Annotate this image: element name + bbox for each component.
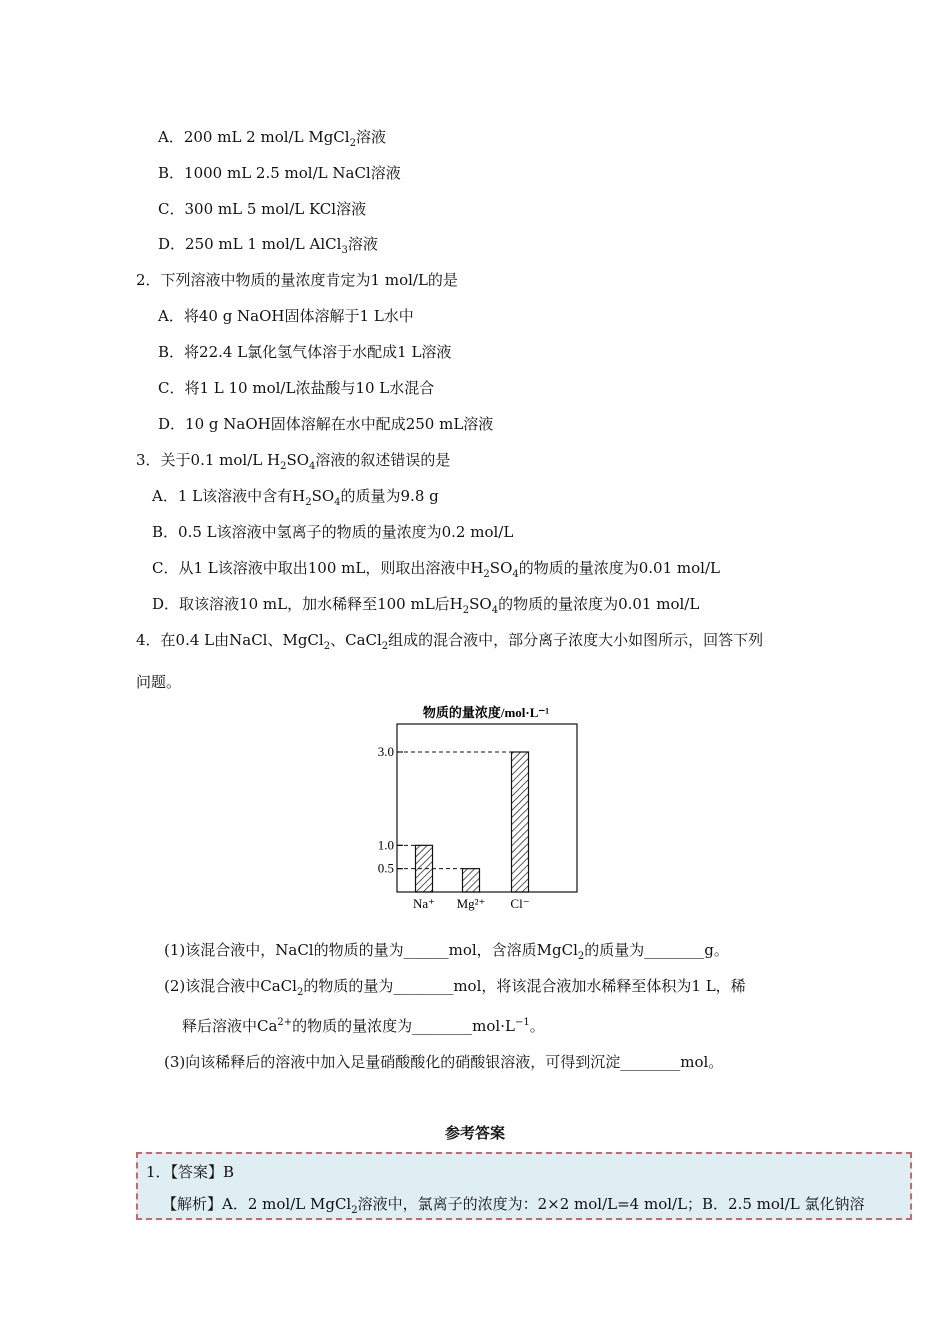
q4-stem: 4．在0.4 L由NaCl、MgCl$_2$、CaCl$_2$组成的混合液中，部分离子浓度大小如图所示，回答下列 <box>136 631 764 652</box>
q1-option-d: D．250 mL 1 mol/L AlCl$_3$溶液 <box>158 235 378 256</box>
q4-part3: (3)向该稀释后的溶液中加入足量硝酸酸化的硝酸银溶液，可得到沉淀________mol。 <box>164 1053 724 1071</box>
answer-line1: 1．【答案】B <box>146 1163 235 1181</box>
q2-option-d: D．10 g NaOH固体溶解在水中配成250 mL溶液 <box>158 415 494 433</box>
x-label-1: Mg²⁺ <box>456 896 486 911</box>
q4-part2: (2)该混合液中CaCl$_2$的物质的量为________mol，将该混合液加水稀释至体积为1 L，稀 <box>164 977 746 998</box>
q3-option-c: C．从1 L该溶液中取出100 mL，则取出溶液中$H_2SO_4$的物质的量浓度为0.01 mol/L <box>152 559 720 580</box>
y-ticks <box>378 744 403 876</box>
q2-option-b: B．将22.4 L氯化氢气体溶于水配成1 L溶液 <box>158 343 452 361</box>
q1-option-b: B．1000 mL 2.5 mol/L NaCl溶液 <box>158 164 401 182</box>
q1-option-a: A．200 mL 2 mol/L MgCl$_2$溶液 <box>158 128 386 149</box>
q3-stem: 3．关于0.1 mol/L $H_2SO_4$溶液的叙述错误的是 <box>136 451 451 472</box>
bar-2 <box>512 752 529 892</box>
y-tick-label: 0.5 <box>377 860 394 876</box>
q4-stem-line2: 问题。 <box>136 673 182 691</box>
bar-0 <box>416 845 433 892</box>
dashed-guides <box>397 752 512 869</box>
q1-option-c: C．300 mL 5 mol/L KCl溶液 <box>158 200 367 218</box>
concentration-bar-chart <box>360 700 590 920</box>
answer-box <box>136 1152 912 1220</box>
answers-title: 参考答案 <box>444 1124 505 1142</box>
bars <box>416 752 529 892</box>
y-tick-label: 3.0 <box>377 744 394 759</box>
x-label-0: Na⁺ <box>412 896 436 911</box>
q4-part2-line2: 释后溶液中$Ca^{2+}$的物质的量浓度为$\_\_\_\_\_\_\_\_mol\cdot L^{-1}$。 <box>182 1017 545 1035</box>
chart-title: 物质的量浓度/mol·L⁻¹ <box>422 705 550 720</box>
x-label-2: Cl⁻ <box>510 896 530 911</box>
q3-option-d: D．取该溶液10 mL，加水稀释至100 mL后$H_2SO_4$的物质的量浓度为0.01 mol/L <box>152 595 700 616</box>
q3-option-a: A．1 L该溶液中含有$H_2SO_4$的质量为9.8 g <box>152 487 439 508</box>
q3-option-b: B．0.5 L该溶液中氢离子的物质的量浓度为0.2 mol/L <box>152 523 514 541</box>
y-tick-label: 1.0 <box>377 837 394 853</box>
q2-option-c: C．将1 L 10 mol/L浓盐酸与10 L水混合 <box>158 379 435 397</box>
q2-stem: 2．下列溶液中物质的量浓度肯定为1 mol/L的是 <box>136 271 458 289</box>
answer-line2: 【解析】A．2 mol/L MgCl$_2$溶液中，氯离子的浓度为：2×2 mol/L=4 mol/L；B．2.5 mol/L 氯化钠溶 <box>162 1195 865 1216</box>
q2-option-a: A．将40 g NaOH固体溶解于1 L水中 <box>158 307 414 325</box>
x-labels <box>413 896 530 911</box>
q4-part1: (1)该混合液中，NaCl的物质的量为______mol，含溶质MgCl$_2$的质量为________g。 <box>164 941 729 962</box>
bar-1 <box>463 869 480 892</box>
